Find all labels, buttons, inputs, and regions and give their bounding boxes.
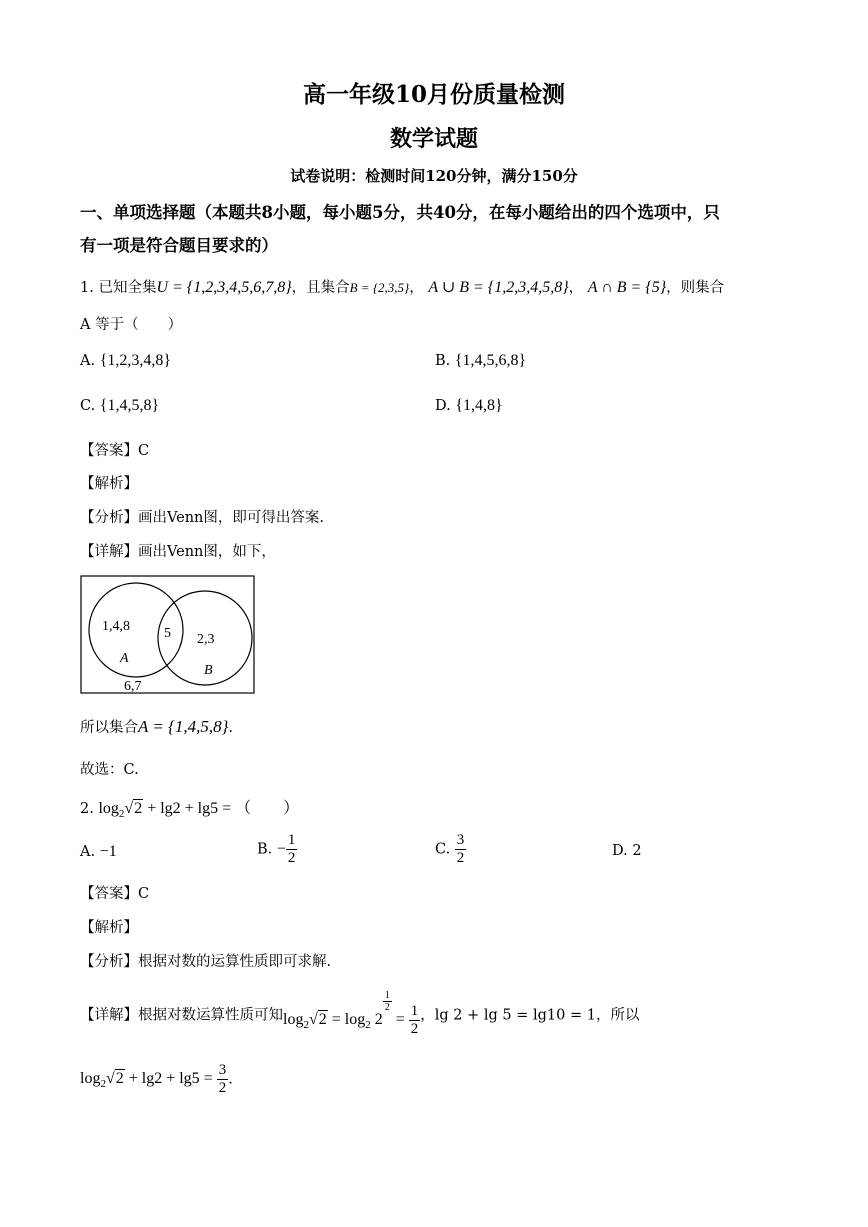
page-subtitle: 数学试题 (389, 126, 478, 152)
q2-radicand: 2 (134, 800, 143, 817)
q2-option-b-numerator: 1 (287, 832, 296, 848)
q2-final-radicand: 2 (115, 1069, 124, 1087)
q1-option-c-value: {1,4,5,8} (99, 397, 160, 414)
q1-stem-line1: 1. 已知全集U = {1,2,3,4,5,6,7,8}，且集合B = {2,3,5}， A ∪ B = {1,2,3,4,5,8}， A ∩ B = {5}，则集合 (80, 279, 725, 296)
q2-detail-prefix: 【详解】根据对数运算性质可知 (80, 1007, 283, 1024)
q1-conclusion-set: A = {1,4,5,8} (138, 717, 229, 736)
venn-diagram (80, 575, 256, 697)
q1-option-c (80, 397, 159, 415)
q2-option-a-value: −1 (99, 843, 117, 860)
q2-option-c-label: C. (435, 841, 451, 858)
q2-number: 2. (80, 801, 94, 817)
q1-conclusion (80, 716, 233, 737)
q1-option-b-value: {1,4,5,6,8} (454, 352, 527, 369)
q2-detail-base: 2 (303, 1019, 309, 1031)
q1-conclusion-end: . (228, 720, 234, 736)
q2-detail-log: log (283, 1011, 304, 1028)
q1-conclusion-prefix: 所以集合 (80, 720, 138, 736)
q2-final-rest: + lg2 + lg5 = (124, 1069, 217, 1087)
page-title: 高一年级10月份质量检测 (302, 81, 565, 108)
q2-detail-math: $\log_2√2 = \log_2 2$ $\frac{1}{2}$ = $\frac{1}{2}$ (283, 990, 419, 1037)
q1-option-b-label: B. (435, 353, 451, 369)
q2-detail-result (409, 1003, 421, 1038)
q1-suffix: ，则集合 (666, 280, 725, 296)
q2-stem (80, 795, 299, 820)
venn-label-a: A (120, 651, 129, 666)
q2-option-b-fraction (286, 832, 298, 867)
q2-detail-result-den: 2 (410, 1020, 419, 1037)
q2-expression-rest: + lg2 + lg5 = （ ） (143, 800, 300, 817)
q2-option-c (435, 832, 466, 867)
q1-option-a (80, 352, 171, 370)
q2-final-fraction (217, 1062, 229, 1097)
q1-option-d-label: D. (435, 398, 451, 414)
q1-detail: 【详解】画出Venn图，如下， (80, 544, 276, 560)
q2-answer: 【答案】C (80, 886, 150, 902)
q2-detail-exponent (383, 990, 392, 1013)
q1-prefix: 1. 已知全集 (80, 280, 157, 296)
q2-option-b-label: B. (257, 841, 273, 858)
q2-detail-exp-num: 1 (384, 990, 390, 1001)
q2-final-num: 3 (218, 1062, 227, 1078)
q1-option-d-value: {1,4,8} (455, 397, 503, 414)
q2-log: log (98, 800, 119, 817)
section-heading-line1: 一、单项选择题（本题共8小题，每小题5分，共40分，在每小题给出的四个选项中，只 (80, 203, 720, 222)
q2-final-den: 2 (218, 1080, 227, 1096)
q2-final-math: $\log_2√2 + \lg 2 + \lg 5$ = (80, 1069, 217, 1090)
q2-analysis: 【分析】根据对数的运算性质即可求解. (80, 954, 332, 970)
q2-log-base: 2 (118, 808, 125, 820)
q2-detail-lg: ，lg 2 + lg 5 = lg10 = 1，所以 (420, 1007, 640, 1024)
q1-answer: 【答案】C (80, 443, 150, 459)
q2-option-b-sign: − (276, 840, 286, 858)
venn-b-only: 2,3 (197, 632, 215, 647)
q2-option-c-numerator: 3 (456, 832, 465, 848)
q2-detail-two: 2 (370, 1011, 383, 1028)
q2-option-a (80, 843, 117, 861)
q1-option-d (435, 397, 503, 415)
q2-detail-eq2: = (391, 1011, 409, 1028)
q1-union: A ∪ B = {1,2,3,4,5,8} (428, 279, 569, 296)
venn-a-only: 1,4,8 (102, 619, 130, 634)
q2-option-c-denominator: 2 (456, 850, 465, 866)
section-heading-line2: 有一项是符合题目要求的） (80, 236, 278, 255)
q2-detail (80, 990, 639, 1038)
venn-outside: 6,7 (124, 679, 142, 694)
q2-expression: $\log_2√2 + \lg 2 + \lg 5$ = （ ） (98, 800, 300, 820)
q2-detail-result-num: 1 (410, 1002, 419, 1019)
q2-detail-exp-den: 2 (384, 1002, 390, 1013)
q2-detail-eq: = log (327, 1011, 366, 1028)
q1-option-b (435, 352, 526, 370)
q2-option-b (257, 832, 297, 867)
venn-intersection: 5 (164, 626, 171, 641)
q2-option-d: D. 2 (612, 843, 642, 859)
q2-option-c-fraction (455, 832, 467, 867)
q1-analysis-title: 【解析】 (80, 476, 138, 492)
q1-option-c-label: C. (80, 398, 96, 414)
q2-detail-base2: 2 (365, 1019, 371, 1031)
q1-intersection: A ∩ B = {5} (587, 279, 667, 296)
q1-choose: 故选：C. (80, 762, 139, 778)
exam-note: 试卷说明：检测时间120分钟，满分150分 (290, 167, 578, 185)
q1-option-a-value: {1,2,3,4,8} (99, 352, 172, 369)
q1-option-a-label: A. (80, 353, 96, 369)
q1-stem-line2: A 等于（ ） (80, 317, 183, 333)
q2-final-log: log (80, 1069, 101, 1087)
q2-option-a-label: A. (80, 844, 96, 860)
q2-analysis-title: 【解析】 (80, 920, 138, 936)
q1-set-b: B = {2,3,5} (349, 280, 410, 295)
q1-analysis: 【分析】画出Venn图，即可得出答案. (80, 510, 325, 526)
q2-detail-radicand: 2 (318, 1011, 327, 1028)
q2-final-base: 2 (100, 1077, 106, 1090)
q1-universal-set: U = {1,2,3,4,5,6,7,8} (156, 279, 292, 296)
venn-label-b: B (204, 663, 213, 678)
q1-mid: ，且集合 (291, 280, 350, 296)
q2-final-end: . (228, 1071, 233, 1088)
q2-final (80, 1062, 233, 1097)
q2-option-b-denominator: 2 (287, 850, 296, 866)
